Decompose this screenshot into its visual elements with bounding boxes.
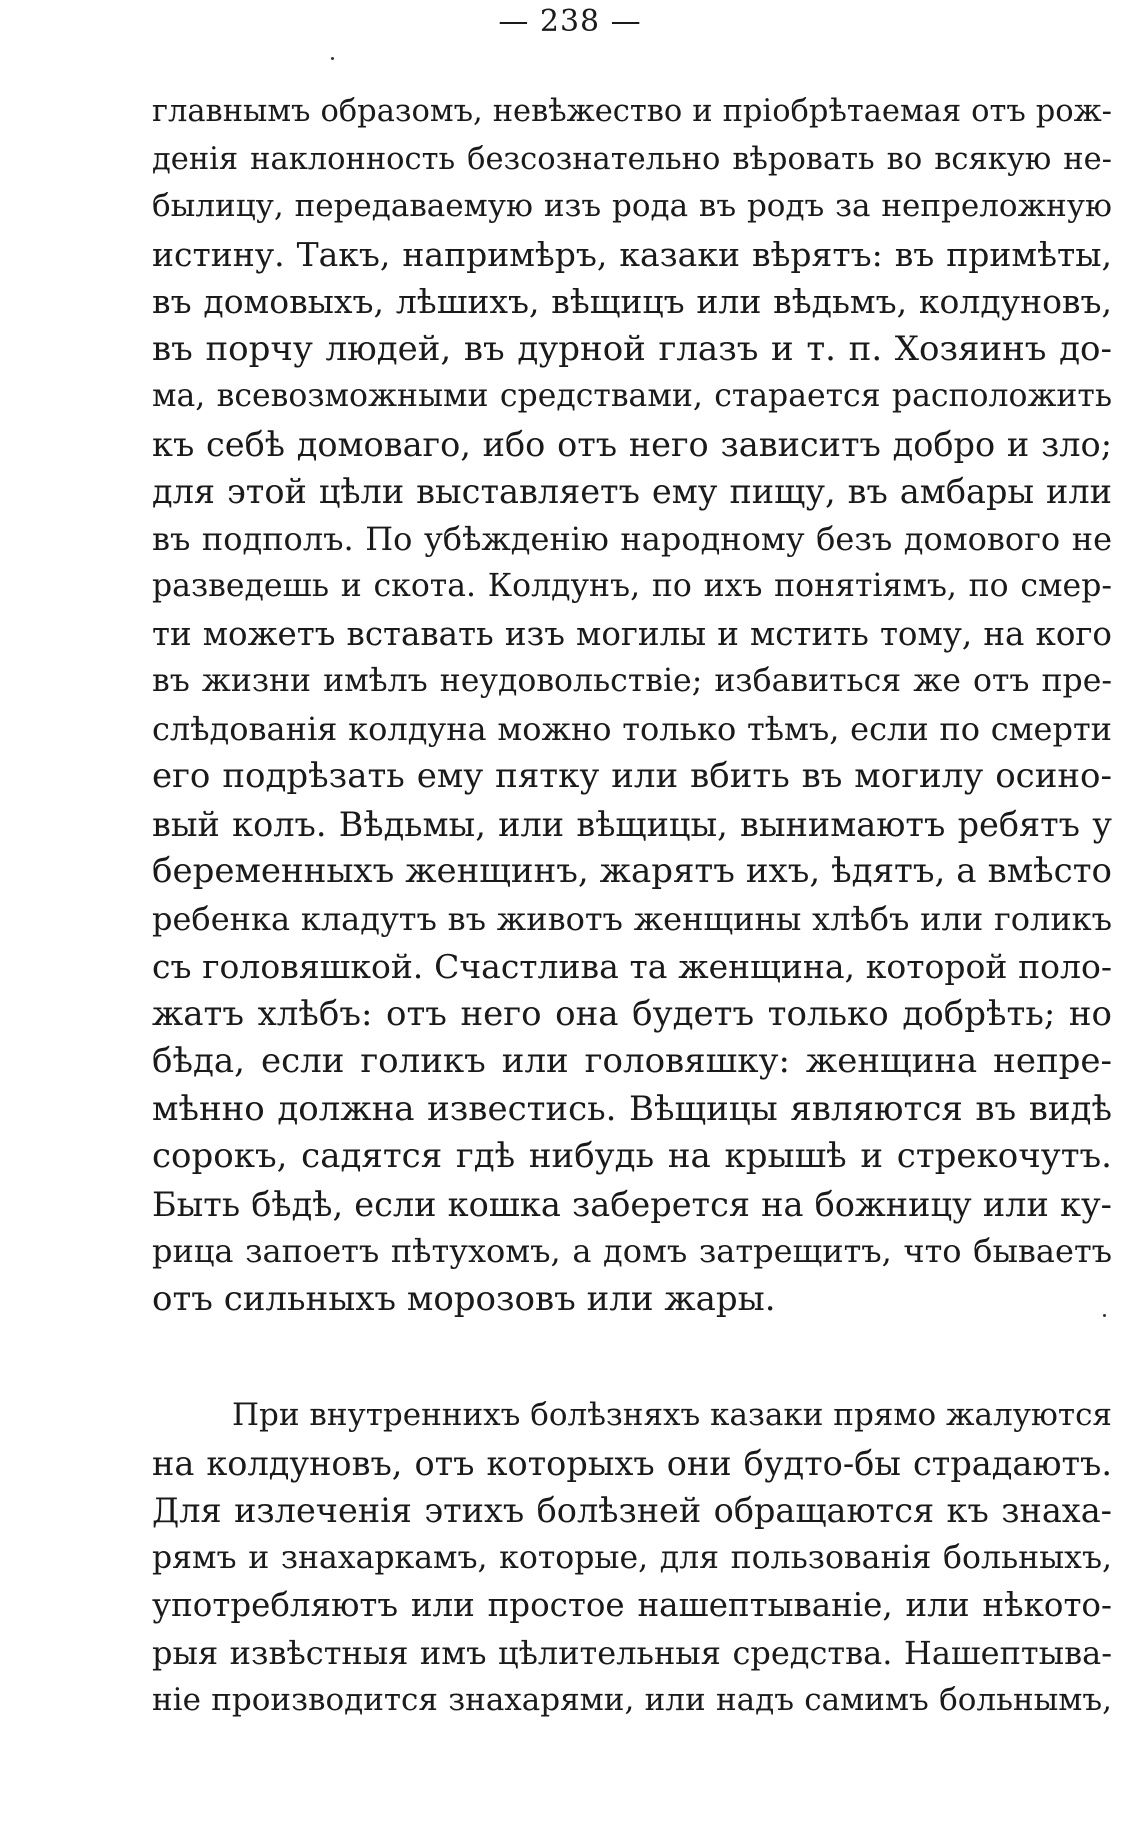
text-line: былицу, передаваемую изъ рода въ родъ за непреложную xyxy=(152,188,1112,224)
text-line: вый колъ. Вѣдьмы, или вѣщицы, вынимаютъ ребятъ у xyxy=(152,804,1112,844)
text-line: рямъ и знахаркамъ, которые, для пользованія больныхъ, xyxy=(152,1539,1112,1576)
text-line: его подрѣзать ему пятку или вбить въ могилу осино- xyxy=(152,756,1112,796)
text-line: въ подполъ. По убѣжденію народному безъ домового не xyxy=(152,519,1112,558)
text-line: беременныхъ женщинъ, жарятъ ихъ, ѣдятъ, а вмѣсто xyxy=(152,851,1112,891)
text-line: ніе производится знахарями, или надъ самимъ больнымъ, xyxy=(152,1682,1112,1718)
text-line: сорокъ, садятся гдѣ нибудь на крышѣ и стрекочутъ. xyxy=(152,1136,1112,1176)
text-line: употребляютъ или простое нашептываніе, или нѣкото- xyxy=(152,1586,1112,1624)
text-line: При внутреннихъ болѣзняхъ казаки прямо жалуются xyxy=(232,1397,1112,1433)
paragraph-1 xyxy=(152,88,1112,1323)
text-line: денія наклонность безсознательно вѣровать во всякую не- xyxy=(152,141,1112,177)
text-line: ма, всевозможными средствами, старается расположить xyxy=(152,378,1112,414)
text-line: Для излеченія этихъ болѣзней обращаются къ знаха- xyxy=(152,1491,1112,1530)
text-line: ребенка кладутъ въ животъ женщины хлѣбъ или голикъ xyxy=(152,899,1112,938)
text-line: въ порчу людей, въ дурной глазъ и т. п. Хозяинъ до- xyxy=(152,328,1112,369)
text-line: мѣнно должна известись. Вѣщицы являются въ видѣ xyxy=(152,1088,1112,1129)
text-line: слѣдованія колдуна можно только тѣмъ, если по смерти xyxy=(152,709,1112,748)
paragraph-2 xyxy=(152,1392,1112,1725)
page-number: — 238 — xyxy=(498,4,642,39)
text-line: Быть бѣдѣ, если кошка заберется на божницу или ку- xyxy=(152,1184,1112,1224)
text-line: въ домовыхъ, лѣшихъ, вѣщицъ или вѣдьмъ, колдуновъ, xyxy=(152,282,1112,321)
text-line: главнымъ образомъ, невѣжество и пріобрѣтаемая отъ рож- xyxy=(152,94,1112,129)
text-line: къ себѣ домоваго, ибо отъ него зависитъ добро и зло; xyxy=(152,424,1112,464)
text-line: ти можетъ вставать изъ могилы и мстить тому, на кого xyxy=(152,614,1112,653)
text-line: бѣда, если голикъ или головяшку: женщина непре- xyxy=(152,1041,1112,1081)
text-line: рыя извѣстныя имъ цѣлительныя средства. Нашептыва- xyxy=(152,1633,1112,1672)
text-line: разведешь и скота. Колдунъ, по ихъ понятіямъ, по смер- xyxy=(152,568,1112,604)
text-line: отъ сильныхъ морозовъ или жары. xyxy=(152,1278,776,1319)
text-line: въ жизни имѣлъ неудовольствіе; избавиться же отъ пре- xyxy=(152,663,1112,699)
text-line: на колдуновъ, отъ которыхъ они будто-бы страдаютъ. xyxy=(152,1443,1112,1483)
print-speck xyxy=(331,57,334,60)
text-line: съ головяшкой. Счастлива та женщина, которой поло- xyxy=(152,947,1112,986)
text-line: рица запоетъ пѣтухомъ, а домъ затрещитъ, что бываетъ xyxy=(152,1232,1112,1270)
text-line: истину. Такъ, напримѣръ, казаки вѣрятъ: въ примѣты, xyxy=(152,234,1112,274)
text-line: для этой цѣли выставляетъ ему пищу, въ амбары или xyxy=(152,472,1112,511)
text-line: жатъ хлѣбъ: отъ него она будетъ только добрѣть; но xyxy=(152,993,1112,1034)
